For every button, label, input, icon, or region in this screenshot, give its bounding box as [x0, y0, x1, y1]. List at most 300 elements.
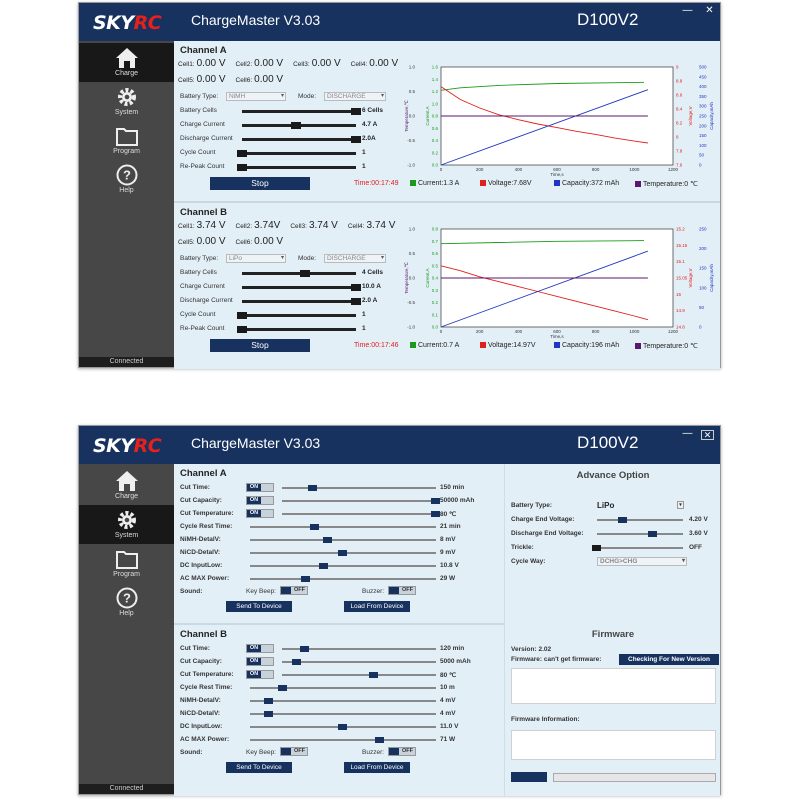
y-tick-label-voltage: 15.05 — [676, 275, 688, 281]
field-cut-time: Cut Time: ON 120 min — [180, 645, 465, 652]
setting-slider[interactable] — [242, 152, 356, 155]
legend-swatch — [635, 181, 641, 187]
sound-row: Sound: Key Beep: OFF Buzzer: OFF — [180, 747, 500, 759]
slider-thumb[interactable] — [264, 711, 273, 717]
x-tick-label: 0 — [439, 329, 443, 334]
y-tick-label-temperature: 0.0 — [408, 275, 415, 281]
y-tick-label-current: 1.4 — [431, 76, 438, 82]
x-tick-label: 200 — [475, 329, 484, 334]
x-tick-label: 600 — [553, 167, 561, 172]
field-slider[interactable] — [250, 578, 436, 580]
cell-voltage: 3.74 V — [308, 220, 338, 231]
slider-thumb[interactable] — [237, 164, 247, 171]
y-tick-label-capacity: 100 — [699, 285, 707, 291]
y-tick-label-current: 0.8 — [431, 226, 438, 232]
title-bar — [79, 3, 720, 41]
cell-voltage: 0.00 V — [196, 58, 226, 69]
folder-icon — [114, 547, 140, 571]
channel-a-system-panel — [174, 464, 504, 623]
y-tick-label-voltage: 15.15 — [676, 242, 688, 248]
field-slider[interactable] — [282, 500, 436, 502]
right-panel — [504, 464, 720, 796]
skyrc-logo: SKYRC — [93, 435, 162, 457]
y-tick-label-voltage: 15.1 — [676, 259, 685, 265]
slider-thumb[interactable] — [351, 108, 361, 115]
field-ac-max-power: AC MAX Power: 71 W — [180, 736, 456, 743]
field-slider[interactable] — [282, 674, 436, 676]
x-tick-label: 400 — [514, 167, 523, 172]
y-tick-label-voltage: 8.6 — [676, 92, 683, 98]
slider-thumb[interactable] — [369, 672, 378, 678]
field-slider[interactable] — [250, 739, 436, 741]
field-slider[interactable] — [250, 700, 436, 702]
load-from-device-button[interactable]: Load From Device — [344, 601, 410, 612]
y-tick-label-voltage: 14.8 — [676, 324, 685, 330]
sidebar-item-label: Charge — [115, 493, 138, 500]
x-tick-label: 200 — [475, 167, 484, 172]
toggle-switch[interactable]: ON — [246, 644, 274, 653]
battery-type-select[interactable]: LiPo ▾ — [226, 254, 286, 263]
sidebar-item-charge[interactable] — [79, 43, 174, 82]
minimize-button[interactable]: — — [682, 428, 693, 439]
cell-label: Cell1: — [178, 223, 195, 230]
cell-label: Cell3: — [290, 223, 307, 230]
cell-label: Cell3: — [293, 61, 310, 68]
slider-thumb[interactable] — [323, 537, 332, 543]
title-bar — [79, 426, 720, 464]
setting-row-discharge-current: Discharge Current 2.0 A — [180, 297, 378, 304]
field-slider[interactable] — [250, 565, 436, 567]
sidebar-item-system[interactable] — [79, 82, 174, 121]
y-axis-label-temperature: Temperature,℃ — [404, 262, 409, 294]
y-tick-label-capacity: 0 — [699, 324, 702, 330]
field-nicd-detalv: NiCD-DetalV: 9 mV — [180, 549, 456, 556]
setting-row-discharge-current: Discharge Current 2.0A — [180, 135, 376, 142]
y-axis-label-capacity: Capacity,mAh — [709, 102, 714, 130]
folder-icon — [114, 124, 140, 148]
sidebar-item-label: Charge — [115, 70, 138, 77]
y-tick-label-current: 0.5 — [431, 263, 438, 269]
setting-slider[interactable] — [242, 314, 356, 317]
sidebar-item-label: Program — [113, 148, 140, 155]
field-slider[interactable] — [250, 687, 436, 689]
channel-title: Channel B — [180, 629, 227, 640]
charge-window — [78, 2, 721, 368]
x-tick-label: 0 — [439, 167, 443, 172]
legend-voltage: Voltage:7.68V — [480, 180, 532, 187]
charge-chart — [403, 53, 714, 177]
y-tick-label-current: 0.6 — [431, 251, 438, 256]
y-tick-label-capacity: 50 — [699, 152, 705, 158]
channel-b-panel — [174, 203, 720, 369]
x-axis-label: Time,s — [550, 172, 564, 177]
gear-icon — [114, 508, 140, 532]
sidebar-item-label: Program — [113, 571, 140, 578]
y-tick-label-capacity: 450 — [699, 74, 707, 80]
y-axis-label-temperature: Temperature,℃ — [404, 100, 409, 132]
toggle-switch[interactable]: ON — [246, 657, 274, 666]
adv-battery-type-dropdown[interactable]: ▾ — [677, 501, 684, 509]
charge-chart — [403, 215, 714, 339]
y-tick-label-voltage: 7.8 — [676, 148, 683, 154]
field-dc-inputlow: DC InputLow: 10.8 V — [180, 562, 459, 569]
x-axis-label: Time,s — [550, 334, 564, 339]
system-window — [78, 425, 721, 795]
y-tick-label-capacity: 350 — [699, 93, 707, 99]
y-tick-label-current: 0.2 — [431, 300, 438, 305]
field-cut-temperature: Cut Temperature: ON 80 ℃ — [180, 510, 457, 518]
x-tick-label: 800 — [591, 329, 600, 334]
legend-current: Current:0.7 A — [410, 342, 459, 349]
legend-capacity: Capacity:372 mAh — [554, 180, 619, 187]
slider-thumb[interactable] — [431, 498, 440, 504]
y-tick-label-current: 0.4 — [431, 138, 438, 143]
cell-label: Cell6: — [235, 77, 253, 84]
legend-swatch — [480, 180, 486, 186]
legend-time: Time:00:17:49 — [354, 180, 399, 187]
slider-thumb[interactable] — [292, 659, 301, 665]
slider-thumb[interactable] — [301, 576, 310, 582]
setting-row-charge-current: Charge Current 10.0 A — [180, 283, 381, 290]
slider-thumb[interactable] — [319, 563, 328, 569]
cell-voltage-row — [178, 74, 293, 85]
slider-thumb[interactable] — [351, 136, 361, 143]
setting-slider[interactable] — [242, 110, 356, 113]
slider-thumb[interactable] — [308, 485, 317, 491]
y-tick-label-current: 1.0 — [431, 101, 438, 107]
setting-slider[interactable] — [242, 166, 356, 169]
y-tick-label-current: 0.0 — [431, 324, 438, 330]
slider-thumb[interactable] — [237, 326, 247, 333]
y-tick-label-capacity: 250 — [699, 226, 707, 232]
buzzer-toggle[interactable]: OFF — [388, 586, 416, 595]
y-tick-label-current: 0.1 — [431, 312, 438, 318]
cell-voltage: 0.00 V — [196, 74, 226, 85]
legend-time: Time:00:17:46 — [354, 342, 399, 349]
field-cut-time: Cut Time: ON 150 min — [180, 484, 465, 491]
app-title: ChargeMaster V3.03 — [191, 12, 321, 28]
channel-a-panel — [174, 41, 720, 201]
sidebar-item-program[interactable] — [79, 121, 174, 160]
slider-thumb[interactable] — [338, 550, 347, 556]
battery-type-row: Battery Type: NiMH ▾ Mode: DISCHARGE ▾ — [180, 91, 400, 103]
setting-slider[interactable] — [242, 124, 356, 127]
cell-label: Cell5: — [178, 239, 195, 246]
y-axis-label-voltage: Voltage,V — [688, 268, 693, 288]
field-slider[interactable] — [250, 726, 436, 728]
x-tick-label: 1200 — [667, 329, 679, 334]
sidebar-item-help[interactable] — [79, 583, 174, 622]
send-to-device-button[interactable]: Send To Device — [226, 601, 292, 612]
toggle-switch[interactable]: ON — [246, 496, 274, 505]
connection-status: Connected — [79, 784, 174, 794]
y-tick-label-temperature: -0.5 — [407, 300, 415, 305]
cell-voltage-row — [178, 58, 408, 69]
setting-row-re-peak-count: Re-Peak Count 1 — [180, 163, 366, 170]
key-beep-toggle[interactable]: OFF — [280, 586, 308, 595]
battery-type-select[interactable]: NiMH ▾ — [226, 92, 286, 101]
app-title: ChargeMaster V3.03 — [191, 435, 321, 451]
field-slider[interactable] — [250, 552, 436, 554]
svg-text:?: ? — [122, 590, 131, 606]
y-axis-label-current: Current,A — [425, 268, 430, 288]
slider-thumb[interactable] — [618, 517, 627, 523]
discharge-end-voltage-row: Discharge End Voltage: 3.60 V — [511, 530, 708, 537]
y-tick-label-temperature: -0.5 — [407, 138, 415, 143]
y-tick-label-current: 0.6 — [431, 125, 438, 131]
key-beep-toggle[interactable]: OFF — [280, 747, 308, 756]
y-tick-label-temperature: -1.0 — [407, 324, 415, 330]
y-tick-label-current: 0.7 — [431, 238, 438, 244]
cycle-way-row: Cycle Way: DCHG>CHG ▾ — [511, 556, 716, 568]
y-tick-label-temperature: 1.0 — [408, 226, 415, 232]
skyrc-logo: SKYRC — [93, 12, 162, 34]
legend-voltage: Voltage:14.97V — [480, 342, 536, 349]
slider-thumb[interactable] — [351, 284, 361, 291]
setting-row-battery-cells: Battery Cells 6 Cells — [180, 107, 383, 114]
mode-select[interactable]: DISCHARGE ▾ — [324, 92, 386, 101]
slider-thumb[interactable] — [648, 531, 657, 537]
field-dc-inputlow: DC InputLow: 11.0 V — [180, 723, 459, 730]
legend-swatch — [554, 342, 560, 348]
setting-slider[interactable] — [242, 286, 356, 289]
cell-label: Cell5: — [178, 77, 195, 84]
cell-label: Cell6: — [235, 239, 253, 246]
setting-slider[interactable] — [242, 300, 356, 303]
setting-slider[interactable] — [242, 272, 356, 275]
setting-row-charge-current: Charge Current 4.7 A — [180, 121, 378, 128]
legend-swatch — [480, 342, 486, 348]
y-tick-label-voltage: 8.4 — [676, 106, 683, 112]
help-icon — [114, 586, 140, 610]
setting-row-cycle-count: Cycle Count 1 — [180, 149, 366, 156]
x-tick-label: 800 — [591, 167, 600, 172]
field-ac-max-power: AC MAX Power: 29 W — [180, 575, 456, 582]
firmware-version: Version: 2.02 — [511, 646, 552, 653]
channel-b-system-panel — [174, 625, 504, 796]
y-tick-label-capacity: 500 — [699, 64, 707, 70]
y-tick-label-capacity: 100 — [699, 142, 707, 148]
field-cut-capacity: Cut Capacity: ON 50000 mAh — [180, 497, 475, 504]
y-tick-label-voltage: 15.2 — [676, 226, 685, 232]
cell-voltage-row — [178, 236, 293, 247]
sidebar-item-charge[interactable] — [79, 466, 174, 505]
load-from-device-button[interactable]: Load From Device — [344, 762, 410, 773]
connection-status: Connected — [79, 357, 174, 367]
close-button[interactable]: ✕ — [705, 5, 714, 16]
field-slider[interactable] — [250, 526, 436, 528]
discharge-end-voltage-slider[interactable] — [597, 533, 683, 535]
slider-thumb[interactable] — [300, 270, 310, 277]
y-tick-label-capacity: 150 — [699, 265, 707, 271]
field-slider[interactable] — [282, 513, 436, 515]
firmware-output-box — [511, 668, 716, 704]
battery-type-row: Battery Type: LiPo ▾ Mode: DISCHARGE ▾ — [180, 253, 400, 265]
upgrade-progress-bar — [553, 773, 716, 782]
svg-text:?: ? — [122, 167, 131, 183]
setting-row-re-peak-count: Re-Peak Count 1 — [180, 325, 366, 332]
stop-button[interactable]: Stop — [210, 339, 310, 352]
cell-voltage: 0.00 V — [254, 236, 284, 247]
slider-thumb[interactable] — [278, 685, 287, 691]
minimize-button[interactable]: — — [682, 5, 693, 16]
slider-thumb[interactable] — [237, 150, 247, 157]
y-tick-label-current: 0.0 — [431, 162, 438, 168]
send-to-device-button[interactable]: Send To Device — [226, 762, 292, 773]
y-tick-label-voltage: 8 — [676, 134, 679, 140]
slider-thumb[interactable] — [351, 298, 361, 305]
firmware-status-row: Firmware: can't get firmware: Checking For New Version — [511, 654, 716, 666]
y-tick-label-temperature: 0.5 — [408, 89, 415, 94]
legend-temperature: Temperature:0 ℃ — [635, 180, 698, 188]
upgrade-button[interactable] — [511, 772, 547, 782]
adv-battery-type-row: Battery Type: LiPo ▾ — [511, 500, 716, 512]
cell-voltage: 3.74V — [254, 220, 281, 231]
legend-swatch — [635, 343, 641, 349]
y-tick-label-capacity: 250 — [699, 113, 707, 119]
slider-thumb[interactable] — [264, 698, 273, 704]
field-nimh-detalv: NiMH-DetalV: 4 mV — [180, 697, 456, 704]
y-axis-label-current: Current,A — [425, 106, 430, 126]
field-slider[interactable] — [250, 713, 436, 715]
sidebar-item-label: Help — [119, 187, 134, 194]
help-icon — [114, 163, 140, 187]
toggle-switch[interactable]: ON — [246, 670, 274, 679]
firmware-info-label: Firmware Information: — [511, 716, 580, 723]
y-tick-label-capacity: 200 — [699, 246, 707, 252]
sidebar-item-help[interactable] — [79, 160, 174, 199]
trickle-slider[interactable] — [597, 547, 683, 549]
setting-row-cycle-count: Cycle Count 1 — [180, 311, 366, 318]
x-tick-label: 600 — [553, 329, 561, 334]
sidebar — [79, 41, 174, 367]
slider-thumb[interactable] — [431, 511, 440, 517]
sidebar-item-label: System — [114, 532, 139, 539]
y-tick-label-current: 0.2 — [431, 150, 438, 156]
y-tick-label-capacity: 200 — [699, 123, 707, 129]
field-slider[interactable] — [282, 487, 436, 489]
advance-option-title: Advance Option — [576, 470, 650, 481]
y-tick-label-current: 1.6 — [431, 64, 438, 70]
x-tick-label: 400 — [514, 329, 523, 334]
y-tick-label-voltage: 8.8 — [676, 78, 683, 84]
field-slider[interactable] — [250, 539, 436, 541]
cell-label: Cell4: — [347, 223, 365, 230]
slider-thumb[interactable] — [592, 545, 601, 551]
y-tick-label-temperature: 0.0 — [408, 113, 415, 119]
buzzer-toggle[interactable]: OFF — [388, 747, 416, 756]
cell-voltage: 0.00 V — [254, 58, 284, 69]
y-tick-label-voltage: 14.9 — [676, 308, 685, 314]
charge-end-voltage-row: Charge End Voltage: 4.20 V — [511, 516, 708, 523]
cell-label: Cell2: — [235, 223, 253, 230]
field-cycle-rest-time: Cycle Rest Time: 10 m — [180, 684, 455, 691]
y-tick-label-voltage: 15 — [676, 291, 682, 297]
y-tick-label-voltage: 7.6 — [676, 162, 683, 168]
sound-row: Sound: Key Beep: OFF Buzzer: OFF — [180, 586, 500, 598]
home-icon — [114, 46, 140, 70]
stop-button[interactable]: Stop — [210, 177, 310, 190]
y-tick-label-current: 0.8 — [431, 113, 438, 119]
field-slider[interactable] — [282, 648, 436, 650]
legend-swatch — [554, 180, 560, 186]
gear-icon — [114, 85, 140, 109]
y-tick-label-temperature: -1.0 — [407, 162, 415, 168]
cycle-way-select[interactable]: DCHG>CHG ▾ — [597, 557, 687, 566]
cell-voltage: 3.74 V — [366, 220, 396, 231]
field-cycle-rest-time: Cycle Rest Time: 21 min — [180, 523, 461, 530]
channel-title: Channel A — [180, 45, 227, 56]
field-slider[interactable] — [282, 661, 436, 663]
legend-swatch — [410, 180, 416, 186]
x-tick-label: 1200 — [667, 167, 679, 172]
cell-label: Cell2: — [235, 61, 253, 68]
x-tick-label: 1000 — [629, 329, 640, 334]
slider-thumb[interactable] — [375, 737, 384, 743]
device-name: D100V2 — [577, 433, 639, 452]
setting-slider[interactable] — [242, 328, 356, 331]
y-tick-label-capacity: 50 — [699, 304, 705, 310]
y-axis-label-voltage: Voltage,V — [688, 106, 693, 126]
y-tick-label-current: 1.2 — [431, 89, 438, 94]
cell-voltage: 0.00 V — [311, 58, 341, 69]
y-tick-label-temperature: 0.5 — [408, 251, 415, 256]
cell-voltage: 0.00 V — [254, 74, 284, 85]
y-tick-label-capacity: 300 — [699, 103, 707, 109]
y-tick-label-capacity: 150 — [699, 133, 707, 139]
field-nicd-detalv: NiCD-DetalV: 4 mV — [180, 710, 456, 717]
cell-voltage: 3.74 V — [196, 220, 226, 231]
home-icon — [114, 469, 140, 493]
slider-thumb[interactable] — [237, 312, 247, 319]
sidebar-item-label: System — [114, 109, 139, 116]
adv-battery-type-value: LiPo — [597, 501, 615, 510]
sidebar-item-system[interactable] — [79, 505, 174, 544]
cell-label: Cell1: — [178, 61, 195, 68]
charge-end-voltage-slider[interactable] — [597, 519, 683, 521]
close-button[interactable]: ✕ — [701, 430, 714, 440]
legend-capacity: Capacity:196 mAh — [554, 342, 619, 349]
device-name: D100V2 — [577, 10, 639, 29]
firmware-info-box — [511, 730, 716, 760]
y-tick-label-current: 0.4 — [431, 275, 438, 281]
cell-voltage-row — [178, 220, 405, 231]
slider-thumb[interactable] — [300, 646, 309, 652]
slider-thumb[interactable] — [338, 724, 347, 730]
trickle-row: Trickle: OFF — [511, 544, 702, 551]
sidebar-item-program[interactable] — [79, 544, 174, 583]
y-tick-label-temperature: 1.0 — [408, 64, 415, 70]
sidebar-item-label: Help — [119, 610, 134, 617]
cell-voltage: 0.00 V — [369, 58, 399, 69]
y-tick-label-capacity: 0 — [699, 162, 702, 168]
check-new-version-button[interactable]: Checking For New Version — [619, 654, 719, 665]
setting-slider[interactable] — [242, 138, 356, 141]
toggle-switch[interactable]: ON — [246, 509, 274, 518]
slider-thumb[interactable] — [291, 122, 301, 129]
slider-thumb[interactable] — [310, 524, 319, 530]
y-tick-label-voltage: 9 — [676, 64, 679, 70]
field-cut-temperature: Cut Temperature: ON 80 ℃ — [180, 671, 457, 679]
legend-temperature: Temperature:0 ℃ — [635, 342, 698, 350]
toggle-switch[interactable]: ON — [246, 483, 274, 492]
mode-select[interactable]: DISCHARGE ▾ — [324, 254, 386, 263]
x-tick-label: 1000 — [629, 167, 640, 172]
channel-title: Channel B — [180, 207, 227, 218]
y-axis-label-capacity: Capacity,mAh — [709, 264, 714, 292]
cell-label: Cell4: — [350, 61, 368, 68]
legend-swatch — [410, 342, 416, 348]
